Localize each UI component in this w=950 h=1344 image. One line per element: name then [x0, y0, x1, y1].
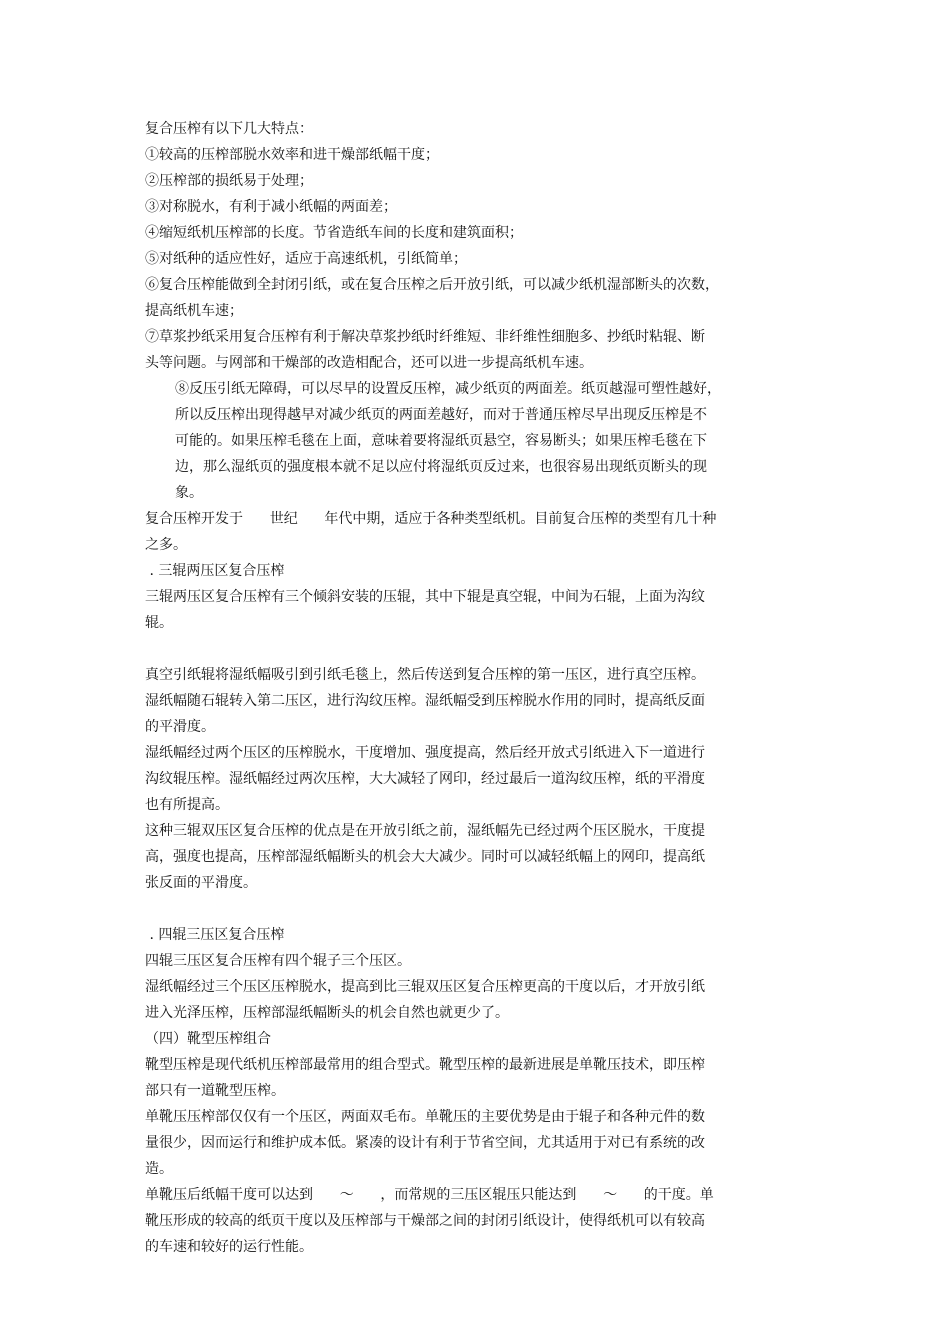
text-line: ①较高的压榨部脱水效率和进干燥部纸幅干度； [145, 147, 439, 163]
text-line: 头等问题。与网部和干燥部的改造相配合，还可以进一步提高纸机车速。 [145, 355, 593, 371]
text-line: 的平滑度。 [145, 719, 215, 735]
text-line: 沟纹辊压榨。湿纸幅经过两次压榨，大大减轻了网印，经过最后一道沟纹压榨，纸的平滑度 [145, 771, 705, 787]
text-line: 复合压榨开发于 世纪 年代中期，适应于各种类型纸机。目前复合压榨的类型有几十种 [145, 511, 717, 527]
text-line: 进入光泽压榨，压榨部湿纸幅断头的机会自然也就更少了。 [145, 1005, 509, 1021]
blank-line [145, 896, 817, 922]
text-line: 高，强度也提高，压榨部湿纸幅断头的机会大大减少。同时可以减轻纸幅上的网印，提高纸 [145, 849, 705, 865]
text-line: 这种三辊双压区复合压榨的优点是在开放引纸之前，湿纸幅先已经过两个压区脱水，干度提 [145, 823, 705, 839]
text-line: ④缩短纸机压榨部的长度。节省造纸车间的长度和建筑面积； [145, 225, 523, 241]
text-line: 复合压榨有以下几大特点： [145, 121, 313, 137]
text-line: 提高纸机车速； [145, 303, 243, 319]
blank-line [145, 636, 817, 662]
text-line: 之多。 [145, 537, 187, 553]
text-line: 部只有一道靴型压榨。 [145, 1083, 285, 1099]
text-line-indented: ⑧反压引纸无障碍，可以尽早的设置反压榨，减少纸页的两面差。纸页越湿可塑性越好， [175, 381, 721, 397]
text-line: 真空引纸辊将湿纸幅吸引到引纸毛毯上，然后传送到复合压榨的第一压区，进行真空压榨。 [145, 667, 705, 683]
document-body [145, 116, 817, 1260]
text-line: 的车速和较好的运行性能。 [145, 1239, 313, 1255]
text-line: 三辊两压区复合压榨有三个倾斜安装的压辊，其中下辊是真空辊，中间为石辊，上面为沟纹 [145, 589, 705, 605]
text-line: 张反面的平滑度。 [145, 875, 257, 891]
section-heading: . 三辊两压区复合压榨 [145, 563, 285, 579]
text-line: 辊。 [145, 615, 173, 631]
text-line: ⑤对纸种的适应性好，适应于高速纸机，引纸简单； [145, 251, 467, 267]
text-line: 湿纸幅随石辊转入第二压区，进行沟纹压榨。湿纸幅受到压榨脱水作用的同时，提高纸反面 [145, 693, 705, 709]
section-heading: （四）靴型压榨组合 [145, 1031, 271, 1047]
text-line-indented: 可能的。如果压榨毛毯在上面，意味着要将湿纸页悬空，容易断头；如果压榨毛毯在下 [175, 433, 707, 449]
text-line: ②压榨部的损纸易于处理； [145, 173, 313, 189]
text-line: ⑥复合压榨能做到全封闭引纸，或在复合压榨之后开放引纸，可以减少纸机湿部断头的次数， [145, 277, 719, 293]
text-line: 湿纸幅经过两个压区的压榨脱水，干度增加、强度提高，然后经开放式引纸进入下一道进行 [145, 745, 705, 761]
text-line: ③对称脱水，有利于减小纸幅的两面差； [145, 199, 397, 215]
text-line: 量很少，因而运行和维护成本低。紧凑的设计有利于节省空间，尤其适用于对已有系统的改 [145, 1135, 705, 1151]
text-line-indented: 所以反压榨出现得越早对减少纸页的两面差越好，而对于普通压榨尽早出现反压榨是不 [175, 407, 707, 423]
text-line: 造。 [145, 1161, 173, 1177]
text-line: 单靴压后纸幅干度可以达到 ～ ，而常规的三压区辊压只能达到 ～ 的干度。单 [145, 1187, 714, 1203]
text-line: 靴压形成的较高的纸页干度以及压榨部与干燥部之间的封闭引纸设计，使得纸机可以有较高 [145, 1213, 705, 1229]
text-line: 单靴压压榨部仅仅有一个压区，两面双毛布。单靴压的主要优势是由于辊子和各种元件的数 [145, 1109, 705, 1125]
text-line: 四辊三压区复合压榨有四个辊子三个压区。 [145, 953, 411, 969]
text-line: 也有所提高。 [145, 797, 229, 813]
section-heading: . 四辊三压区复合压榨 [145, 927, 285, 943]
text-line-indented: 边，那么湿纸页的强度根本就不足以应付将湿纸页反过来，也很容易出现纸页断头的现 [175, 459, 707, 475]
text-line: 靴型压榨是现代纸机压榨部最常用的组合型式。靴型压榨的最新进展是单靴压技术，即压榨 [145, 1057, 705, 1073]
text-line: ⑦草浆抄纸采用复合压榨有利于解决草浆抄纸时纤维短、非纤维性细胞多、抄纸时粘辊、断 [145, 329, 705, 345]
text-line: 湿纸幅经过三个压区压榨脱水，提高到比三辊双压区复合压榨更高的干度以后，才开放引纸 [145, 979, 705, 995]
text-line-indented: 象。 [175, 485, 203, 501]
